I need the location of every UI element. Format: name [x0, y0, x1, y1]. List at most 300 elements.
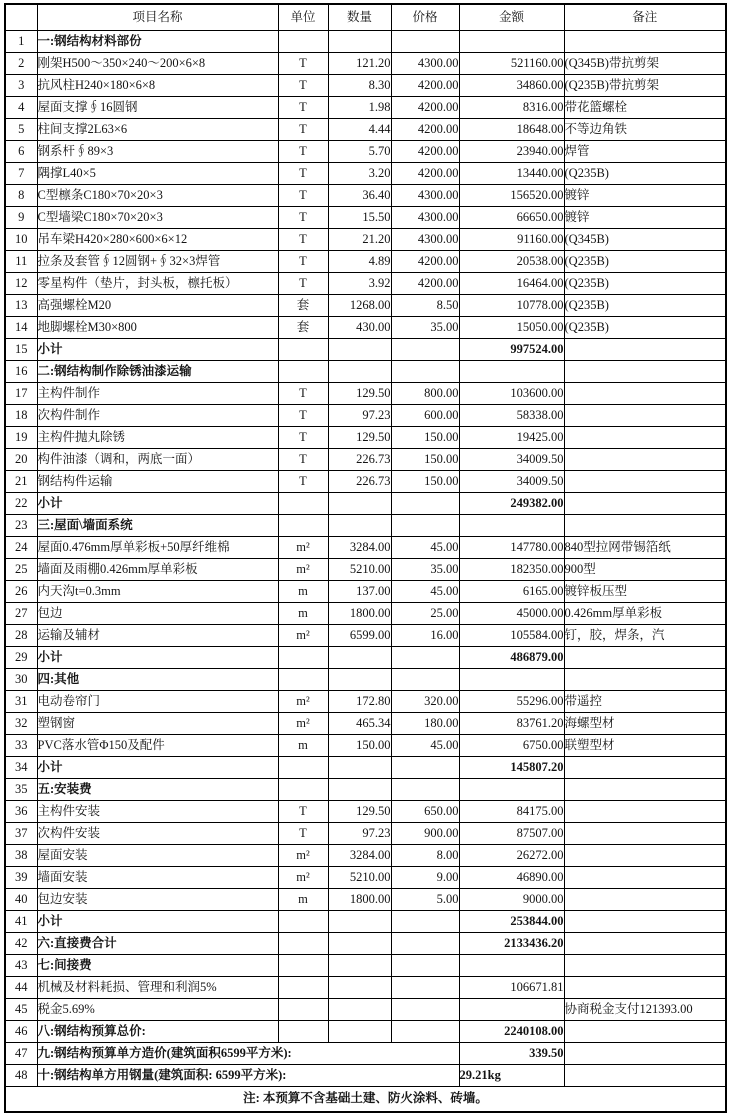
price-cell — [391, 1021, 459, 1043]
amount-cell: 486879.00 — [459, 647, 564, 669]
price-cell: 4200.00 — [391, 75, 459, 97]
table-row — [5, 1043, 726, 1065]
table-row — [5, 427, 726, 449]
item-name-cell: 小计 — [37, 757, 278, 779]
item-name-cell: 刚架H500～350×240～200×6×8 — [37, 53, 278, 75]
item-name-cell: 主构件抛丸除锈 — [37, 427, 278, 449]
item-name-cell: 八:钢结构预算总价: — [37, 1021, 278, 1043]
amount-cell: 182350.00 — [459, 559, 564, 581]
remark-cell: (Q235B) — [564, 295, 726, 317]
quantity-cell — [328, 955, 391, 977]
row-number-cell: 25 — [5, 559, 37, 581]
table-row — [5, 295, 726, 317]
table-row — [5, 31, 726, 53]
remark-cell: 联塑型材 — [564, 735, 726, 757]
row-number-cell: 28 — [5, 625, 37, 647]
table-row — [5, 911, 726, 933]
unit-cell: m² — [278, 713, 328, 735]
price-cell: 180.00 — [391, 713, 459, 735]
table-row — [5, 823, 726, 845]
row-number-cell: 18 — [5, 405, 37, 427]
quantity-cell — [328, 977, 391, 999]
quantity-cell — [328, 999, 391, 1021]
item-name-cell: 柱间支撑2L63×6 — [37, 119, 278, 141]
quantity-cell: 129.50 — [328, 383, 391, 405]
header-row-number — [5, 4, 37, 31]
table-row — [5, 383, 726, 405]
remark-cell: 900型 — [564, 559, 726, 581]
quantity-cell: 3.20 — [328, 163, 391, 185]
unit-cell: T — [278, 383, 328, 405]
quantity-cell: 3284.00 — [328, 537, 391, 559]
quantity-cell: 5210.00 — [328, 867, 391, 889]
amount-cell: 15050.00 — [459, 317, 564, 339]
row-number-cell: 30 — [5, 669, 37, 691]
table-row — [5, 867, 726, 889]
amount-cell: 23940.00 — [459, 141, 564, 163]
price-cell: 150.00 — [391, 427, 459, 449]
price-cell — [391, 977, 459, 999]
quantity-cell: 430.00 — [328, 317, 391, 339]
price-cell — [391, 647, 459, 669]
price-cell: 320.00 — [391, 691, 459, 713]
item-name-cell: PVC落水管Φ150及配件 — [37, 735, 278, 757]
price-cell — [391, 361, 459, 383]
amount-cell: 2133436.20 — [459, 933, 564, 955]
remark-cell — [564, 493, 726, 515]
item-name-cell: 塑钢窗 — [37, 713, 278, 735]
item-name-cell: 次构件制作 — [37, 405, 278, 427]
unit-cell: 套 — [278, 317, 328, 339]
item-name-cell: 税金5.69% — [37, 999, 278, 1021]
item-name-cell: 墙面及雨棚0.426mm厚单彩板 — [37, 559, 278, 581]
unit-cell: T — [278, 53, 328, 75]
row-number-cell: 17 — [5, 383, 37, 405]
amount-cell — [459, 955, 564, 977]
row-number-cell: 14 — [5, 317, 37, 339]
quantity-cell: 4.89 — [328, 251, 391, 273]
item-name-cell: 电动卷帘门 — [37, 691, 278, 713]
header-row — [5, 4, 726, 31]
table-row — [5, 273, 726, 295]
remark-cell: 带遥控 — [564, 691, 726, 713]
budget-sheet — [0, 3, 729, 1106]
amount-cell: 66650.00 — [459, 207, 564, 229]
row-number-cell: 20 — [5, 449, 37, 471]
unit-cell — [278, 999, 328, 1021]
item-name-cell: C型墙梁C180×70×20×3 — [37, 207, 278, 229]
remark-cell — [564, 405, 726, 427]
price-cell: 16.00 — [391, 625, 459, 647]
remark-cell — [564, 933, 726, 955]
price-cell: 25.00 — [391, 603, 459, 625]
unit-cell — [278, 669, 328, 691]
quantity-cell: 3284.00 — [328, 845, 391, 867]
remark-cell — [564, 31, 726, 53]
unit-cell: 套 — [278, 295, 328, 317]
price-cell — [391, 669, 459, 691]
remark-cell: 镀锌板压型 — [564, 581, 726, 603]
item-name-cell: 吊车梁H420×280×600×6×12 — [37, 229, 278, 251]
amount-cell — [459, 31, 564, 53]
footer-note-row — [5, 1087, 726, 1113]
unit-cell: T — [278, 801, 328, 823]
quantity-cell: 137.00 — [328, 581, 391, 603]
table-row — [5, 163, 726, 185]
unit-cell: T — [278, 823, 328, 845]
remark-cell — [564, 911, 726, 933]
item-name-cell: 七:间接费 — [37, 955, 278, 977]
item-name-cell: 屋面支撑∮16圆钢 — [37, 97, 278, 119]
item-name-cell: 隅撑L40×5 — [37, 163, 278, 185]
quantity-cell: 129.50 — [328, 801, 391, 823]
quantity-cell — [328, 933, 391, 955]
unit-cell: T — [278, 163, 328, 185]
item-name-cell: 屋面0.476mm厚单彩板+50厚纤维棉 — [37, 537, 278, 559]
quantity-cell: 1.98 — [328, 97, 391, 119]
quantity-cell: 172.80 — [328, 691, 391, 713]
item-name-cell: 三:屋面\墙面系统 — [37, 515, 278, 537]
table-row — [5, 779, 726, 801]
quantity-cell — [328, 1021, 391, 1043]
amount-cell — [459, 515, 564, 537]
row-number-cell: 24 — [5, 537, 37, 559]
price-cell: 4200.00 — [391, 251, 459, 273]
quantity-cell: 4.44 — [328, 119, 391, 141]
unit-cell: m² — [278, 537, 328, 559]
amount-cell: 83761.20 — [459, 713, 564, 735]
row-number-cell: 32 — [5, 713, 37, 735]
row-number-cell: 10 — [5, 229, 37, 251]
row-number-cell: 44 — [5, 977, 37, 999]
amount-cell: 19425.00 — [459, 427, 564, 449]
row-number-cell: 42 — [5, 933, 37, 955]
header-quantity: 数量 — [328, 4, 391, 31]
table-row — [5, 53, 726, 75]
quantity-cell — [328, 31, 391, 53]
unit-cell: m — [278, 735, 328, 757]
item-name-cell: 钢系杆∮89×3 — [37, 141, 278, 163]
unit-cell — [278, 493, 328, 515]
item-name-cell: 十:钢结构单方用钢量(建筑面积: 6599平方米): — [37, 1065, 459, 1087]
unit-cell — [278, 955, 328, 977]
item-name-cell: 主构件安装 — [37, 801, 278, 823]
price-cell — [391, 955, 459, 977]
unit-cell: m — [278, 889, 328, 911]
row-number-cell: 4 — [5, 97, 37, 119]
table-row — [5, 691, 726, 713]
item-name-cell: 零星构件（垫片，封头板，檩托板） — [37, 273, 278, 295]
table-row — [5, 559, 726, 581]
row-number-cell: 48 — [5, 1065, 37, 1087]
item-name-cell: 墙面安装 — [37, 867, 278, 889]
amount-cell: 145807.20 — [459, 757, 564, 779]
row-number-cell: 23 — [5, 515, 37, 537]
price-cell: 650.00 — [391, 801, 459, 823]
table-body — [5, 31, 726, 1087]
amount-cell: 87507.00 — [459, 823, 564, 845]
header-amount: 金额 — [459, 4, 564, 31]
table-row — [5, 97, 726, 119]
table-row — [5, 229, 726, 251]
price-cell: 900.00 — [391, 823, 459, 845]
item-name-cell: 主构件制作 — [37, 383, 278, 405]
row-number-cell: 47 — [5, 1043, 37, 1065]
amount-cell: 105584.00 — [459, 625, 564, 647]
unit-cell — [278, 757, 328, 779]
item-name-cell: 抗风柱H240×180×6×8 — [37, 75, 278, 97]
price-cell: 150.00 — [391, 449, 459, 471]
amount-cell: 8316.00 — [459, 97, 564, 119]
table-row — [5, 405, 726, 427]
quantity-cell: 1800.00 — [328, 889, 391, 911]
price-cell: 4300.00 — [391, 53, 459, 75]
quantity-cell: 465.34 — [328, 713, 391, 735]
remark-cell — [564, 823, 726, 845]
quantity-cell: 150.00 — [328, 735, 391, 757]
quantity-cell — [328, 779, 391, 801]
table-row — [5, 735, 726, 757]
remark-cell: (Q235B) — [564, 251, 726, 273]
amount-cell: 18648.00 — [459, 119, 564, 141]
row-number-cell: 26 — [5, 581, 37, 603]
quantity-cell: 36.40 — [328, 185, 391, 207]
remark-cell — [564, 889, 726, 911]
unit-cell: m — [278, 603, 328, 625]
unit-cell — [278, 31, 328, 53]
quantity-cell: 6599.00 — [328, 625, 391, 647]
unit-cell: T — [278, 471, 328, 493]
row-number-cell: 39 — [5, 867, 37, 889]
amount-cell: 6750.00 — [459, 735, 564, 757]
quantity-cell: 1268.00 — [328, 295, 391, 317]
unit-cell: m² — [278, 845, 328, 867]
row-number-cell: 46 — [5, 1021, 37, 1043]
price-cell — [391, 31, 459, 53]
price-cell: 4200.00 — [391, 119, 459, 141]
price-cell: 4200.00 — [391, 141, 459, 163]
row-number-cell: 22 — [5, 493, 37, 515]
price-cell: 45.00 — [391, 735, 459, 757]
row-number-cell: 9 — [5, 207, 37, 229]
amount-cell: 249382.00 — [459, 493, 564, 515]
row-number-cell: 13 — [5, 295, 37, 317]
remark-cell — [564, 471, 726, 493]
table-row — [5, 757, 726, 779]
amount-cell: 34860.00 — [459, 75, 564, 97]
budget-table — [4, 3, 727, 1113]
remark-cell — [564, 845, 726, 867]
amount-cell: 84175.00 — [459, 801, 564, 823]
remark-cell — [564, 515, 726, 537]
table-row — [5, 603, 726, 625]
item-name-cell: 六:直接费合计 — [37, 933, 278, 955]
item-name-cell: 次构件安装 — [37, 823, 278, 845]
remark-cell: (Q345B)带抗剪架 — [564, 53, 726, 75]
row-number-cell: 12 — [5, 273, 37, 295]
item-name-cell: 屋面安装 — [37, 845, 278, 867]
remark-cell — [564, 647, 726, 669]
table-row — [5, 317, 726, 339]
row-number-cell: 43 — [5, 955, 37, 977]
amount-cell — [459, 779, 564, 801]
table-row — [5, 515, 726, 537]
unit-cell: m² — [278, 691, 328, 713]
row-number-cell: 8 — [5, 185, 37, 207]
item-name-cell: 小计 — [37, 647, 278, 669]
row-number-cell: 3 — [5, 75, 37, 97]
row-number-cell: 1 — [5, 31, 37, 53]
price-cell: 4300.00 — [391, 185, 459, 207]
price-cell: 4300.00 — [391, 229, 459, 251]
quantity-cell: 8.30 — [328, 75, 391, 97]
unit-cell — [278, 911, 328, 933]
row-number-cell: 7 — [5, 163, 37, 185]
remark-cell — [564, 867, 726, 889]
price-cell: 4200.00 — [391, 273, 459, 295]
remark-cell — [564, 361, 726, 383]
quantity-cell — [328, 339, 391, 361]
row-number-cell: 37 — [5, 823, 37, 845]
price-cell: 4300.00 — [391, 207, 459, 229]
amount-cell: 106671.81 — [459, 977, 564, 999]
unit-cell: T — [278, 229, 328, 251]
quantity-cell — [328, 361, 391, 383]
row-number-cell: 41 — [5, 911, 37, 933]
quantity-cell: 3.92 — [328, 273, 391, 295]
price-cell — [391, 779, 459, 801]
table-row — [5, 845, 726, 867]
price-cell: 8.00 — [391, 845, 459, 867]
unit-cell — [278, 647, 328, 669]
remark-cell — [564, 449, 726, 471]
price-cell — [391, 757, 459, 779]
amount-cell: 156520.00 — [459, 185, 564, 207]
item-name-cell: 构件油漆（调和，两底一面） — [37, 449, 278, 471]
table-row — [5, 801, 726, 823]
unit-cell — [278, 977, 328, 999]
amount-cell: 6165.00 — [459, 581, 564, 603]
item-name-cell: 一:钢结构材料部份 — [37, 31, 278, 53]
item-name-cell: 内天沟t=0.3mm — [37, 581, 278, 603]
remark-cell — [564, 427, 726, 449]
quantity-cell: 97.23 — [328, 823, 391, 845]
item-name-cell: 包边 — [37, 603, 278, 625]
item-name-cell: 高强螺栓M20 — [37, 295, 278, 317]
header-price: 价格 — [391, 4, 459, 31]
unit-cell: T — [278, 97, 328, 119]
unit-cell — [278, 339, 328, 361]
amount-cell: 55296.00 — [459, 691, 564, 713]
remark-cell: (Q235B)带抗剪架 — [564, 75, 726, 97]
table-row — [5, 625, 726, 647]
remark-cell: 焊管 — [564, 141, 726, 163]
remark-cell — [564, 1043, 726, 1065]
table-row — [5, 339, 726, 361]
remark-cell — [564, 669, 726, 691]
quantity-cell: 5210.00 — [328, 559, 391, 581]
amount-cell: 2240108.00 — [459, 1021, 564, 1043]
price-cell — [391, 999, 459, 1021]
unit-cell: m² — [278, 867, 328, 889]
price-cell: 9.00 — [391, 867, 459, 889]
table-row — [5, 889, 726, 911]
table-row — [5, 669, 726, 691]
remark-cell — [564, 1065, 726, 1087]
price-cell: 600.00 — [391, 405, 459, 427]
table-row — [5, 471, 726, 493]
quantity-cell — [328, 493, 391, 515]
table-row — [5, 977, 726, 999]
item-name-cell: 机械及材料耗损、管理和利润5% — [37, 977, 278, 999]
unit-cell: m² — [278, 559, 328, 581]
table-row — [5, 1065, 726, 1087]
row-number-cell: 45 — [5, 999, 37, 1021]
row-number-cell: 2 — [5, 53, 37, 75]
remark-cell — [564, 339, 726, 361]
remark-cell: (Q345B) — [564, 229, 726, 251]
table-row — [5, 361, 726, 383]
quantity-cell: 21.20 — [328, 229, 391, 251]
amount-cell: 10778.00 — [459, 295, 564, 317]
table-row — [5, 449, 726, 471]
amount-cell: 13440.00 — [459, 163, 564, 185]
price-cell: 45.00 — [391, 537, 459, 559]
remark-cell — [564, 955, 726, 977]
table-row — [5, 537, 726, 559]
amount-cell: 997524.00 — [459, 339, 564, 361]
amount-cell: 26272.00 — [459, 845, 564, 867]
amount-cell: 91160.00 — [459, 229, 564, 251]
table-row — [5, 185, 726, 207]
remark-cell — [564, 779, 726, 801]
item-name-cell: 小计 — [37, 339, 278, 361]
row-number-cell: 19 — [5, 427, 37, 449]
amount-cell: 9000.00 — [459, 889, 564, 911]
table-row — [5, 251, 726, 273]
price-cell: 45.00 — [391, 581, 459, 603]
price-cell: 150.00 — [391, 471, 459, 493]
amount-cell: 46890.00 — [459, 867, 564, 889]
unit-cell: T — [278, 207, 328, 229]
item-name-cell: 拉条及套管∮12圆钢+∮32×3焊管 — [37, 251, 278, 273]
footer-note: 注: 本预算不含基础土建、防火涂料、砖墙。 — [5, 1087, 726, 1113]
quantity-cell — [328, 757, 391, 779]
remark-cell: 海螺型材 — [564, 713, 726, 735]
item-name-cell: 小计 — [37, 493, 278, 515]
item-name-cell: 小计 — [37, 911, 278, 933]
quantity-cell — [328, 911, 391, 933]
table-row — [5, 999, 726, 1021]
row-number-cell: 29 — [5, 647, 37, 669]
remark-cell: (Q235B) — [564, 317, 726, 339]
remark-cell: 带花篮螺栓 — [564, 97, 726, 119]
unit-cell — [278, 779, 328, 801]
quantity-cell — [328, 647, 391, 669]
unit-cell: T — [278, 273, 328, 295]
row-number-cell: 6 — [5, 141, 37, 163]
quantity-cell: 226.73 — [328, 471, 391, 493]
table-row — [5, 119, 726, 141]
amount-cell — [459, 669, 564, 691]
amount-cell: 103600.00 — [459, 383, 564, 405]
amount-cell: 20538.00 — [459, 251, 564, 273]
remark-cell: 0.426mm厚单彩板 — [564, 603, 726, 625]
amount-cell: 45000.00 — [459, 603, 564, 625]
item-name-cell: 地脚螺栓M30×800 — [37, 317, 278, 339]
header-unit: 单位 — [278, 4, 328, 31]
item-name-cell: 四:其他 — [37, 669, 278, 691]
